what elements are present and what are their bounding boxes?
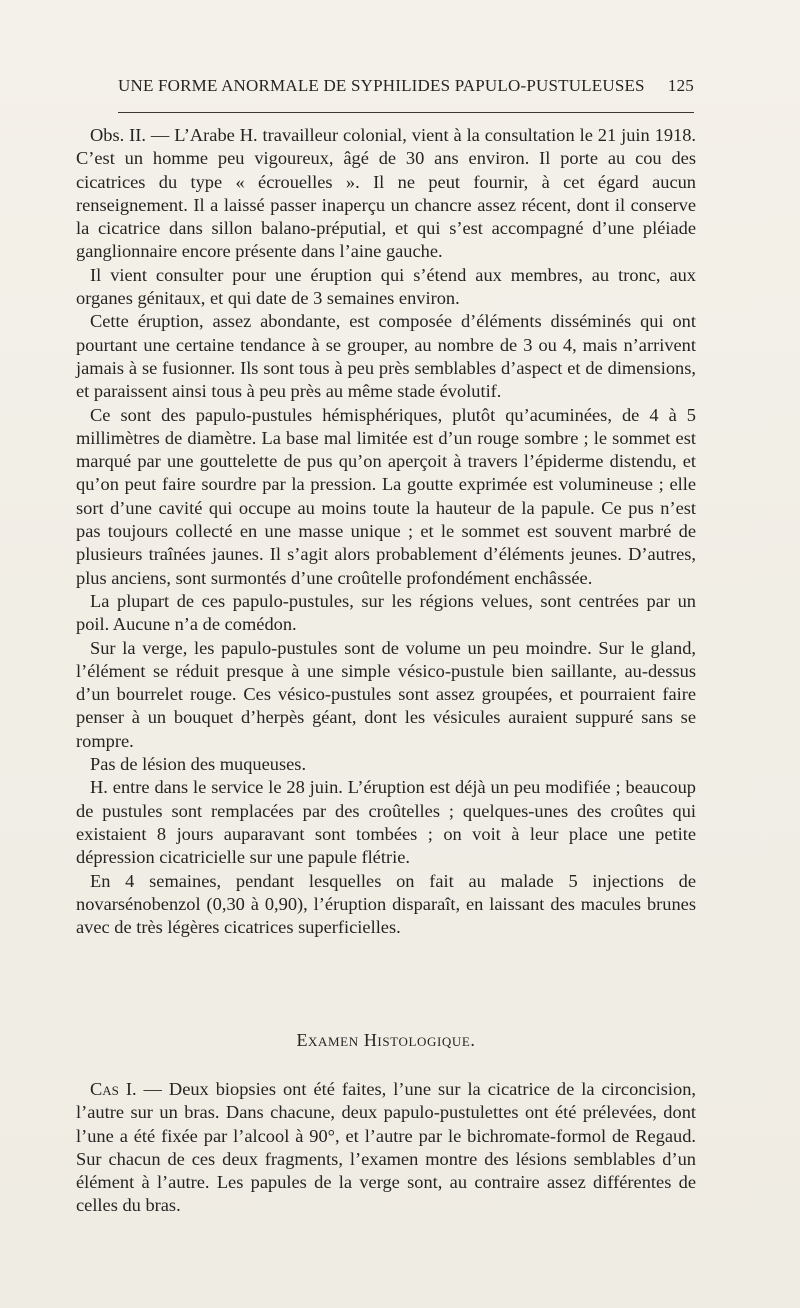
observation-text [76,124,696,939]
case-text [76,1078,696,1218]
case-body: — Deux biopsies ont été faites, l’une sur la cicatrice de la circoncision, l’autre sur un bras. Dans chacune, deux papulo-pustulettes ont été prélevées, dont l’une a été fixée par l’alcool à 90°, et l’autre par le bichromate-formol de Regaud. Sur chacun de ces deux fragments, l’examen montre des lésions semblables d’un élément à l’autre. Les papules de la verge sont, au contraire assez différentes de celles du bras. [76,1079,696,1216]
paragraph: Cette éruption, assez abondante, est composée d’éléments disséminés qui ont pourtant une certaine tendance à se grouper, au nombre de 3 ou 4, mais n’arrivent jamais à se fusionner. Ils sont tous à peu près semblables d’aspect et de dimensions, et paraissent ainsi tous à peu près au même stade évolutif. [76,311,696,402]
paragraph: Sur la verge, les papulo-pustules sont de volume un peu moindre. Sur le gland, l’élément se réduit presque à une simple vésico-pustule bien saillante, au-dessus d’un bourrelet rouge. Ces vésico-pustules sont assez groupées, et pourraient faire penser à un bouquet d’herpès géant, dont les vésicules auraient suppuré sans se rompre. [76,637,696,751]
paragraph: En 4 semaines, pendant lesquelles on fait au malade 5 injections de novarsénobenzol (0,30 à 0,90), l’éruption disparaît, en laissant des macules brunes avec de très légères cicatrices superficielles. [76,870,696,938]
paragraph: Il vient consulter pour une éruption qui s’étend aux membres, au tronc, aux organes génitaux, et qui date de 3 semaines environ. [76,264,696,309]
page-number: 125 [667,76,694,95]
section-heading: Examen Histologique. [296,1030,476,1050]
paragraph [76,1078,696,1218]
running-head [118,76,694,96]
header-rule [118,112,694,113]
running-head-title: UNE FORME ANORMALE DE SYPHILIDES PAPULO-PUSTULEUSES [118,76,645,95]
paragraph: Ce sont des papulo-pustules hémisphériques, plutôt qu’acuminées, de 4 à 5 millimètres de diamètre. La base mal limitée est d’un rouge sombre ; le sommet est marqué par une gouttelette de pus qu’on aperçoit à travers l’épiderme distendu, et qu’on peut faire sourdre par la pression. La goutte exprimée est volumineuse ; elle sort d’une cavité qui occupe au moins toute la hauteur de la papule. Ce pus n’est pas toujours collecté en une masse unique ; et le sommet est souvent marbré de plusieurs traînées jaunes. Il s’agit alors probablement d’éléments jeunes. D’autres, plus anciens, sont surmontés d’une croûtelle profondément enchâssée. [76,404,696,588]
case-label: Cas I. [90,1079,137,1099]
paragraph: Pas de lésion des muqueuses. [90,754,307,775]
paragraph: H. entre dans le service le 28 juin. L’éruption est déjà un peu modifiée ; beaucoup de pustules sont remplacées par des croûtelles ; quelques-unes des croûtes qui existaient 8 jours auparavant sont tombées ; on voit à leur place une petite dépression cicatricielle sur une papule flétrie. [76,777,696,868]
paragraph: Obs. II. — L’Arabe H. travailleur colonial, vient à la consultation le 21 juin 1918. C’est un homme peu vigoureux, âgé de 30 ans environ. Il porte au cou des cicatrices du type « écrouelles ». Il ne peut fournir, à cet égard aucun renseignement. Il a laissé passer inaperçu un chancre assez récent, dont il conserve la cicatrice dans sillon balano-préputial, et qui s’est accompagné d’une pléiade ganglionnaire encore présente dans l’aine gauche. [76,125,696,262]
paragraph: La plupart de ces papulo-pustules, sur les régions velues, sont centrées par un poil. Aucune n’a de comédon. [76,590,696,635]
